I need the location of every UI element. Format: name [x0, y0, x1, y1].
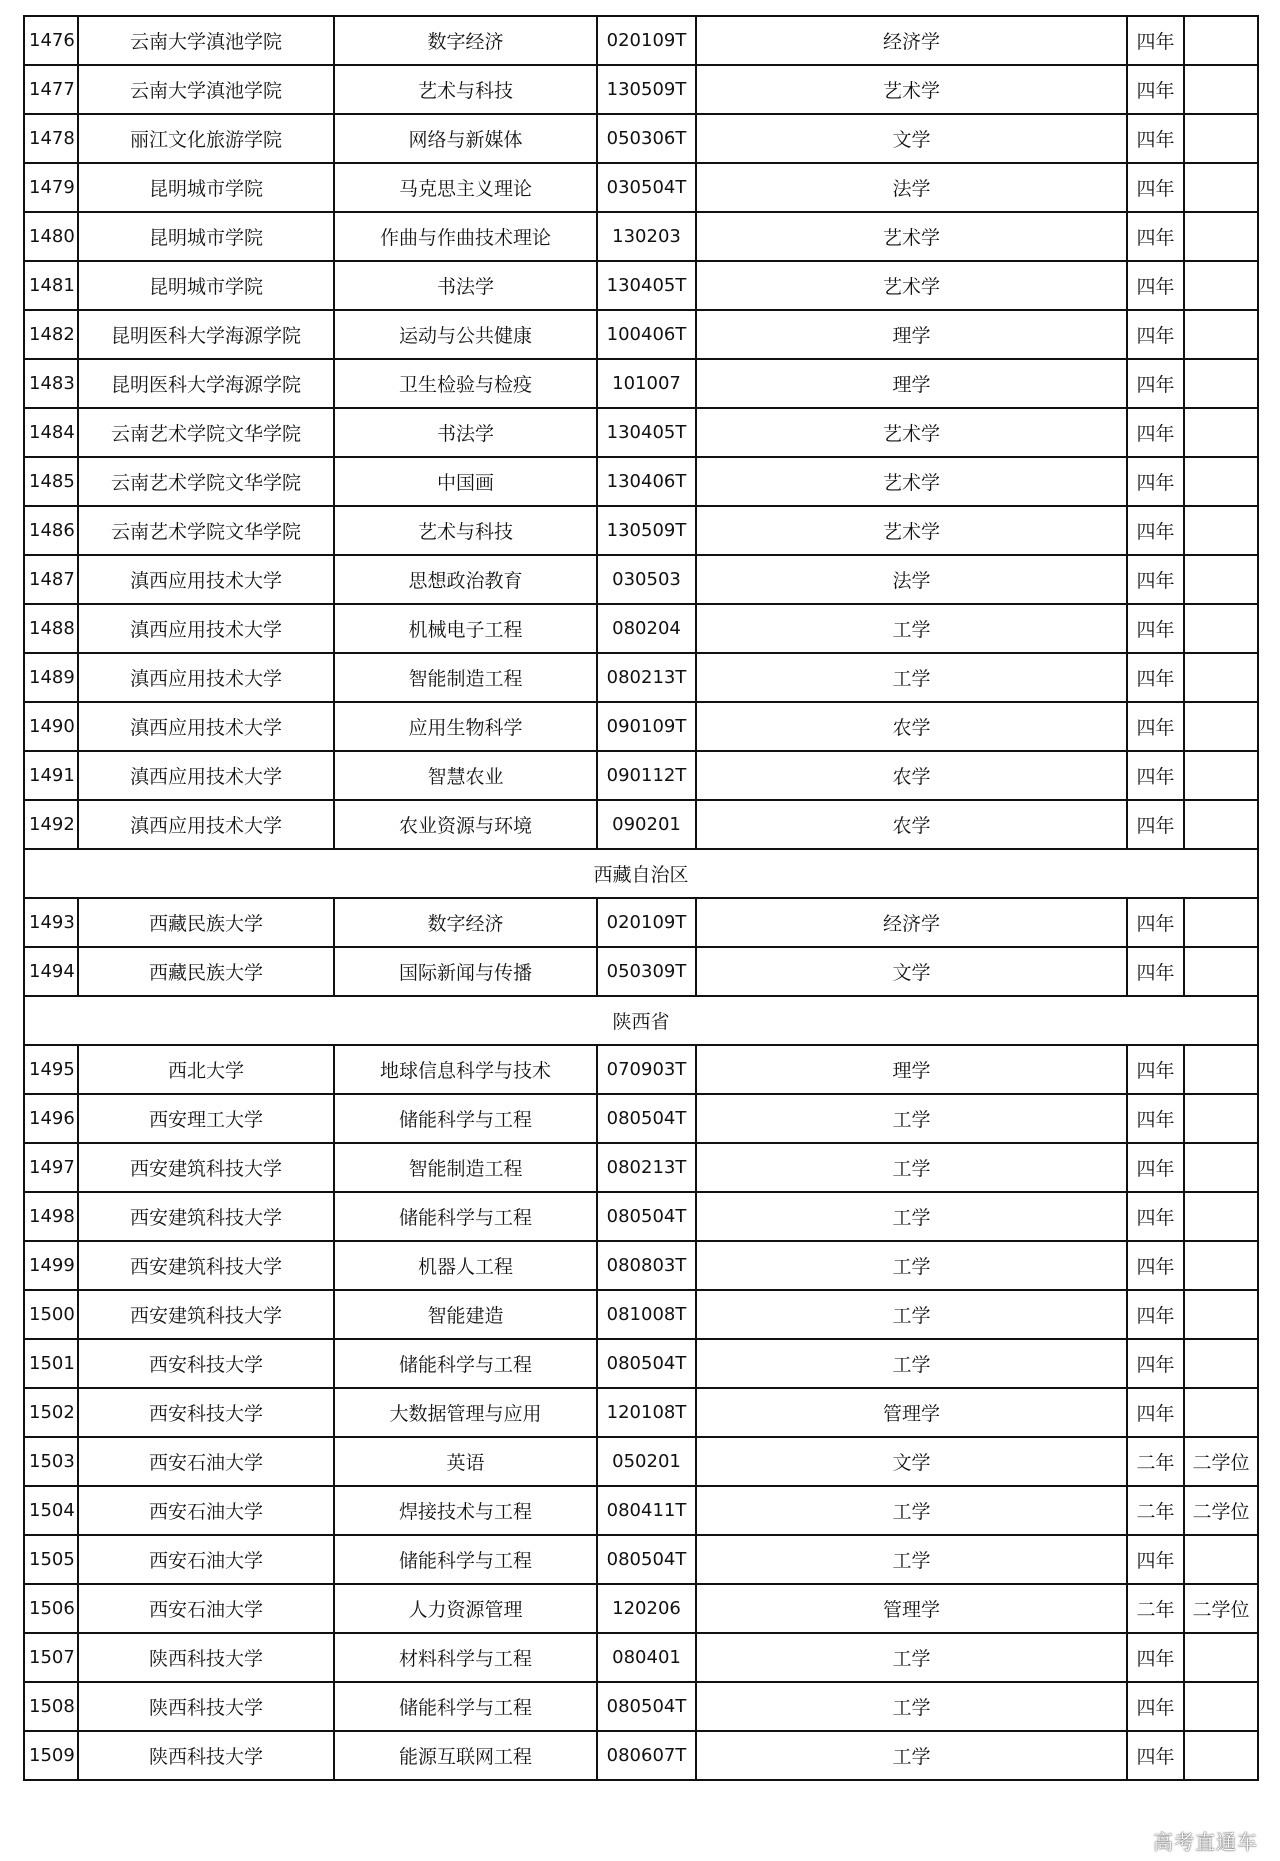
row-number-cell: 1489	[24, 653, 78, 702]
table-row	[24, 1633, 1258, 1682]
remark-cell	[1184, 1339, 1258, 1388]
table-row	[24, 1437, 1258, 1486]
major-code-cell: 130509T	[597, 506, 696, 555]
major-code-cell: 070903T	[597, 1045, 696, 1094]
remark-cell: 二学位	[1184, 1584, 1258, 1633]
degree-category-cell: 艺术学	[696, 212, 1127, 261]
degree-category-cell: 工学	[696, 653, 1127, 702]
remark-cell	[1184, 1633, 1258, 1682]
remark-cell	[1184, 310, 1258, 359]
school-name-cell: 滇西应用技术大学	[78, 604, 334, 653]
remark-cell	[1184, 65, 1258, 114]
table-row	[24, 310, 1258, 359]
degree-category-cell: 管理学	[696, 1388, 1127, 1437]
degree-category-cell: 工学	[696, 1143, 1127, 1192]
study-years-cell: 四年	[1127, 310, 1184, 359]
study-years-cell: 四年	[1127, 1290, 1184, 1339]
major-name-cell: 材料科学与工程	[334, 1633, 597, 1682]
major-name-cell: 数字经济	[334, 16, 597, 65]
row-number-cell: 1501	[24, 1339, 78, 1388]
study-years-cell: 四年	[1127, 457, 1184, 506]
school-name-cell: 滇西应用技术大学	[78, 751, 334, 800]
major-name-cell: 智慧农业	[334, 751, 597, 800]
row-number-cell: 1504	[24, 1486, 78, 1535]
row-number-cell: 1496	[24, 1094, 78, 1143]
table-row	[24, 1045, 1258, 1094]
major-name-cell: 运动与公共健康	[334, 310, 597, 359]
major-name-cell: 智能制造工程	[334, 653, 597, 702]
study-years-cell: 四年	[1127, 1388, 1184, 1437]
remark-cell: 二学位	[1184, 1486, 1258, 1535]
major-code-cell: 080504T	[597, 1682, 696, 1731]
study-years-cell: 四年	[1127, 898, 1184, 947]
study-years-cell: 四年	[1127, 359, 1184, 408]
study-years-cell: 四年	[1127, 653, 1184, 702]
study-years-cell: 四年	[1127, 751, 1184, 800]
study-years-cell: 四年	[1127, 506, 1184, 555]
row-number-cell: 1487	[24, 555, 78, 604]
major-code-cell: 100406T	[597, 310, 696, 359]
school-name-cell: 西安理工大学	[78, 1094, 334, 1143]
degree-category-cell: 工学	[696, 604, 1127, 653]
major-name-cell: 储能科学与工程	[334, 1682, 597, 1731]
table-row	[24, 751, 1258, 800]
remark-cell	[1184, 653, 1258, 702]
major-code-cell: 080803T	[597, 1241, 696, 1290]
school-name-cell: 陕西科技大学	[78, 1633, 334, 1682]
study-years-cell: 四年	[1127, 1682, 1184, 1731]
remark-cell	[1184, 359, 1258, 408]
major-code-cell: 130203	[597, 212, 696, 261]
row-number-cell: 1505	[24, 1535, 78, 1584]
degree-category-cell: 管理学	[696, 1584, 1127, 1633]
major-name-cell: 网络与新媒体	[334, 114, 597, 163]
major-code-cell: 050201	[597, 1437, 696, 1486]
row-number-cell: 1507	[24, 1633, 78, 1682]
school-name-cell: 西安建筑科技大学	[78, 1290, 334, 1339]
remark-cell	[1184, 163, 1258, 212]
school-name-cell: 昆明城市学院	[78, 163, 334, 212]
study-years-cell: 四年	[1127, 1192, 1184, 1241]
school-name-cell: 昆明医科大学海源学院	[78, 310, 334, 359]
row-number-cell: 1481	[24, 261, 78, 310]
row-number-cell: 1503	[24, 1437, 78, 1486]
section-title: 陕西省	[24, 996, 1258, 1045]
degree-category-cell: 文学	[696, 114, 1127, 163]
school-name-cell: 陕西科技大学	[78, 1731, 334, 1780]
major-name-cell: 国际新闻与传播	[334, 947, 597, 996]
school-name-cell: 西安建筑科技大学	[78, 1143, 334, 1192]
major-name-cell: 机械电子工程	[334, 604, 597, 653]
study-years-cell: 四年	[1127, 261, 1184, 310]
row-number-cell: 1477	[24, 65, 78, 114]
major-code-cell: 120206	[597, 1584, 696, 1633]
degree-category-cell: 法学	[696, 163, 1127, 212]
school-name-cell: 西安科技大学	[78, 1339, 334, 1388]
school-name-cell: 西安石油大学	[78, 1486, 334, 1535]
majors-table-body	[24, 16, 1258, 1780]
major-name-cell: 卫生检验与检疫	[334, 359, 597, 408]
major-code-cell: 050309T	[597, 947, 696, 996]
remark-cell	[1184, 408, 1258, 457]
remark-cell	[1184, 1143, 1258, 1192]
remark-cell	[1184, 702, 1258, 751]
degree-category-cell: 理学	[696, 359, 1127, 408]
remark-cell	[1184, 16, 1258, 65]
table-row	[24, 114, 1258, 163]
row-number-cell: 1491	[24, 751, 78, 800]
degree-category-cell: 文学	[696, 1437, 1127, 1486]
degree-category-cell: 工学	[696, 1094, 1127, 1143]
remark-cell	[1184, 114, 1258, 163]
major-name-cell: 农业资源与环境	[334, 800, 597, 849]
major-name-cell: 马克思主义理论	[334, 163, 597, 212]
degree-category-cell: 工学	[696, 1486, 1127, 1535]
study-years-cell: 四年	[1127, 800, 1184, 849]
school-name-cell: 丽江文化旅游学院	[78, 114, 334, 163]
row-number-cell: 1483	[24, 359, 78, 408]
row-number-cell: 1493	[24, 898, 78, 947]
majors-table	[23, 15, 1259, 1781]
major-code-cell: 080607T	[597, 1731, 696, 1780]
major-name-cell: 英语	[334, 1437, 597, 1486]
row-number-cell: 1499	[24, 1241, 78, 1290]
table-row	[24, 408, 1258, 457]
row-number-cell: 1490	[24, 702, 78, 751]
major-name-cell: 智能制造工程	[334, 1143, 597, 1192]
table-row	[24, 653, 1258, 702]
row-number-cell: 1500	[24, 1290, 78, 1339]
school-name-cell: 昆明城市学院	[78, 261, 334, 310]
major-name-cell: 艺术与科技	[334, 65, 597, 114]
remark-cell: 二学位	[1184, 1437, 1258, 1486]
school-name-cell: 陕西科技大学	[78, 1682, 334, 1731]
major-name-cell: 焊接技术与工程	[334, 1486, 597, 1535]
degree-category-cell: 工学	[696, 1535, 1127, 1584]
study-years-cell: 四年	[1127, 947, 1184, 996]
study-years-cell: 二年	[1127, 1437, 1184, 1486]
degree-category-cell: 农学	[696, 800, 1127, 849]
study-years-cell: 四年	[1127, 1339, 1184, 1388]
table-row	[24, 1339, 1258, 1388]
table-row	[24, 1486, 1258, 1535]
remark-cell	[1184, 1241, 1258, 1290]
school-name-cell: 西安石油大学	[78, 1437, 334, 1486]
school-name-cell: 云南大学滇池学院	[78, 16, 334, 65]
degree-category-cell: 工学	[696, 1290, 1127, 1339]
remark-cell	[1184, 1094, 1258, 1143]
study-years-cell: 四年	[1127, 16, 1184, 65]
row-number-cell: 1495	[24, 1045, 78, 1094]
major-code-cell: 080401	[597, 1633, 696, 1682]
table-row	[24, 163, 1258, 212]
major-name-cell: 储能科学与工程	[334, 1339, 597, 1388]
row-number-cell: 1494	[24, 947, 78, 996]
study-years-cell: 四年	[1127, 1633, 1184, 1682]
study-years-cell: 四年	[1127, 702, 1184, 751]
degree-category-cell: 艺术学	[696, 457, 1127, 506]
major-name-cell: 大数据管理与应用	[334, 1388, 597, 1437]
major-code-cell: 080213T	[597, 1143, 696, 1192]
school-name-cell: 西北大学	[78, 1045, 334, 1094]
major-name-cell: 书法学	[334, 261, 597, 310]
row-number-cell: 1486	[24, 506, 78, 555]
school-name-cell: 滇西应用技术大学	[78, 653, 334, 702]
school-name-cell: 云南艺术学院文华学院	[78, 457, 334, 506]
remark-cell	[1184, 947, 1258, 996]
school-name-cell: 滇西应用技术大学	[78, 702, 334, 751]
major-code-cell: 090109T	[597, 702, 696, 751]
table-row	[24, 1388, 1258, 1437]
major-code-cell: 080504T	[597, 1339, 696, 1388]
remark-cell	[1184, 212, 1258, 261]
major-code-cell: 120108T	[597, 1388, 696, 1437]
degree-category-cell: 文学	[696, 947, 1127, 996]
school-name-cell: 云南大学滇池学院	[78, 65, 334, 114]
major-code-cell: 080213T	[597, 653, 696, 702]
major-code-cell: 101007	[597, 359, 696, 408]
remark-cell	[1184, 1192, 1258, 1241]
remark-cell	[1184, 800, 1258, 849]
study-years-cell: 四年	[1127, 212, 1184, 261]
degree-category-cell: 艺术学	[696, 65, 1127, 114]
study-years-cell: 四年	[1127, 114, 1184, 163]
row-number-cell: 1482	[24, 310, 78, 359]
major-code-cell: 020109T	[597, 16, 696, 65]
table-row	[24, 604, 1258, 653]
school-name-cell: 西藏民族大学	[78, 898, 334, 947]
major-code-cell: 030504T	[597, 163, 696, 212]
table-row	[24, 1192, 1258, 1241]
row-number-cell: 1476	[24, 16, 78, 65]
school-name-cell: 西安石油大学	[78, 1535, 334, 1584]
school-name-cell: 滇西应用技术大学	[78, 800, 334, 849]
remark-cell	[1184, 751, 1258, 800]
table-row	[24, 1241, 1258, 1290]
study-years-cell: 四年	[1127, 1731, 1184, 1780]
row-number-cell: 1484	[24, 408, 78, 457]
table-row	[24, 16, 1258, 65]
degree-category-cell: 工学	[696, 1339, 1127, 1388]
row-number-cell: 1480	[24, 212, 78, 261]
major-name-cell: 机器人工程	[334, 1241, 597, 1290]
row-number-cell: 1508	[24, 1682, 78, 1731]
table-row	[24, 457, 1258, 506]
major-name-cell: 储能科学与工程	[334, 1535, 597, 1584]
degree-category-cell: 经济学	[696, 898, 1127, 947]
major-code-cell: 130405T	[597, 261, 696, 310]
major-name-cell: 储能科学与工程	[334, 1192, 597, 1241]
study-years-cell: 四年	[1127, 1241, 1184, 1290]
major-name-cell: 人力资源管理	[334, 1584, 597, 1633]
study-years-cell: 四年	[1127, 604, 1184, 653]
study-years-cell: 四年	[1127, 1535, 1184, 1584]
degree-category-cell: 工学	[696, 1241, 1127, 1290]
table-row	[24, 261, 1258, 310]
major-name-cell: 作曲与作曲技术理论	[334, 212, 597, 261]
major-code-cell: 130509T	[597, 65, 696, 114]
table-row	[24, 212, 1258, 261]
row-number-cell: 1488	[24, 604, 78, 653]
school-name-cell: 西安建筑科技大学	[78, 1241, 334, 1290]
major-code-cell: 080411T	[597, 1486, 696, 1535]
major-name-cell: 中国画	[334, 457, 597, 506]
row-number-cell: 1497	[24, 1143, 78, 1192]
major-name-cell: 应用生物科学	[334, 702, 597, 751]
school-name-cell: 昆明城市学院	[78, 212, 334, 261]
major-code-cell: 090112T	[597, 751, 696, 800]
major-code-cell: 081008T	[597, 1290, 696, 1339]
section-header-row	[24, 849, 1258, 898]
major-code-cell: 130406T	[597, 457, 696, 506]
school-name-cell: 云南艺术学院文华学院	[78, 506, 334, 555]
study-years-cell: 四年	[1127, 1143, 1184, 1192]
remark-cell	[1184, 457, 1258, 506]
major-code-cell: 080204	[597, 604, 696, 653]
table-row	[24, 800, 1258, 849]
degree-category-cell: 艺术学	[696, 408, 1127, 457]
study-years-cell: 四年	[1127, 555, 1184, 604]
school-name-cell: 西安建筑科技大学	[78, 1192, 334, 1241]
degree-category-cell: 工学	[696, 1731, 1127, 1780]
table-row	[24, 65, 1258, 114]
degree-category-cell: 理学	[696, 310, 1127, 359]
major-code-cell: 020109T	[597, 898, 696, 947]
section-title: 西藏自治区	[24, 849, 1258, 898]
school-name-cell: 西安石油大学	[78, 1584, 334, 1633]
study-years-cell: 四年	[1127, 65, 1184, 114]
major-name-cell: 艺术与科技	[334, 506, 597, 555]
study-years-cell: 二年	[1127, 1584, 1184, 1633]
remark-cell	[1184, 261, 1258, 310]
major-code-cell: 130405T	[597, 408, 696, 457]
study-years-cell: 二年	[1127, 1486, 1184, 1535]
major-name-cell: 储能科学与工程	[334, 1094, 597, 1143]
study-years-cell: 四年	[1127, 163, 1184, 212]
table-row	[24, 1584, 1258, 1633]
table-row	[24, 1290, 1258, 1339]
table-row	[24, 359, 1258, 408]
table-row	[24, 947, 1258, 996]
row-number-cell: 1498	[24, 1192, 78, 1241]
school-name-cell: 滇西应用技术大学	[78, 555, 334, 604]
degree-category-cell: 法学	[696, 555, 1127, 604]
table-row	[24, 1143, 1258, 1192]
table-row	[24, 555, 1258, 604]
degree-category-cell: 艺术学	[696, 261, 1127, 310]
school-name-cell: 昆明医科大学海源学院	[78, 359, 334, 408]
degree-category-cell: 理学	[696, 1045, 1127, 1094]
row-number-cell: 1479	[24, 163, 78, 212]
degree-category-cell: 工学	[696, 1682, 1127, 1731]
row-number-cell: 1509	[24, 1731, 78, 1780]
table-row	[24, 1682, 1258, 1731]
study-years-cell: 四年	[1127, 1045, 1184, 1094]
row-number-cell: 1492	[24, 800, 78, 849]
degree-category-cell: 农学	[696, 751, 1127, 800]
major-code-cell: 090201	[597, 800, 696, 849]
degree-category-cell: 经济学	[696, 16, 1127, 65]
major-name-cell: 思想政治教育	[334, 555, 597, 604]
major-name-cell: 数字经济	[334, 898, 597, 947]
major-code-cell: 050306T	[597, 114, 696, 163]
table-row	[24, 1535, 1258, 1584]
school-name-cell: 云南艺术学院文华学院	[78, 408, 334, 457]
school-name-cell: 西安科技大学	[78, 1388, 334, 1437]
remark-cell	[1184, 1535, 1258, 1584]
row-number-cell: 1502	[24, 1388, 78, 1437]
remark-cell	[1184, 1682, 1258, 1731]
remark-cell	[1184, 604, 1258, 653]
major-code-cell: 080504T	[597, 1535, 696, 1584]
remark-cell	[1184, 555, 1258, 604]
remark-cell	[1184, 1045, 1258, 1094]
degree-category-cell: 工学	[696, 1192, 1127, 1241]
major-name-cell: 智能建造	[334, 1290, 597, 1339]
row-number-cell: 1478	[24, 114, 78, 163]
table-row	[24, 1094, 1258, 1143]
table-row	[24, 506, 1258, 555]
major-name-cell: 能源互联网工程	[334, 1731, 597, 1780]
degree-category-cell: 艺术学	[696, 506, 1127, 555]
table-row	[24, 898, 1258, 947]
remark-cell	[1184, 1290, 1258, 1339]
major-code-cell: 080504T	[597, 1094, 696, 1143]
study-years-cell: 四年	[1127, 408, 1184, 457]
row-number-cell: 1506	[24, 1584, 78, 1633]
study-years-cell: 四年	[1127, 1094, 1184, 1143]
row-number-cell: 1485	[24, 457, 78, 506]
school-name-cell: 西藏民族大学	[78, 947, 334, 996]
major-name-cell: 地球信息科学与技术	[334, 1045, 597, 1094]
table-row	[24, 702, 1258, 751]
degree-category-cell: 工学	[696, 1633, 1127, 1682]
remark-cell	[1184, 1388, 1258, 1437]
major-code-cell: 080504T	[597, 1192, 696, 1241]
major-name-cell: 书法学	[334, 408, 597, 457]
section-header-row	[24, 996, 1258, 1045]
remark-cell	[1184, 898, 1258, 947]
degree-category-cell: 农学	[696, 702, 1127, 751]
remark-cell	[1184, 1731, 1258, 1780]
major-code-cell: 030503	[597, 555, 696, 604]
remark-cell	[1184, 506, 1258, 555]
table-row	[24, 1731, 1258, 1780]
watermark-text: 高考直通车	[1153, 1830, 1258, 1854]
